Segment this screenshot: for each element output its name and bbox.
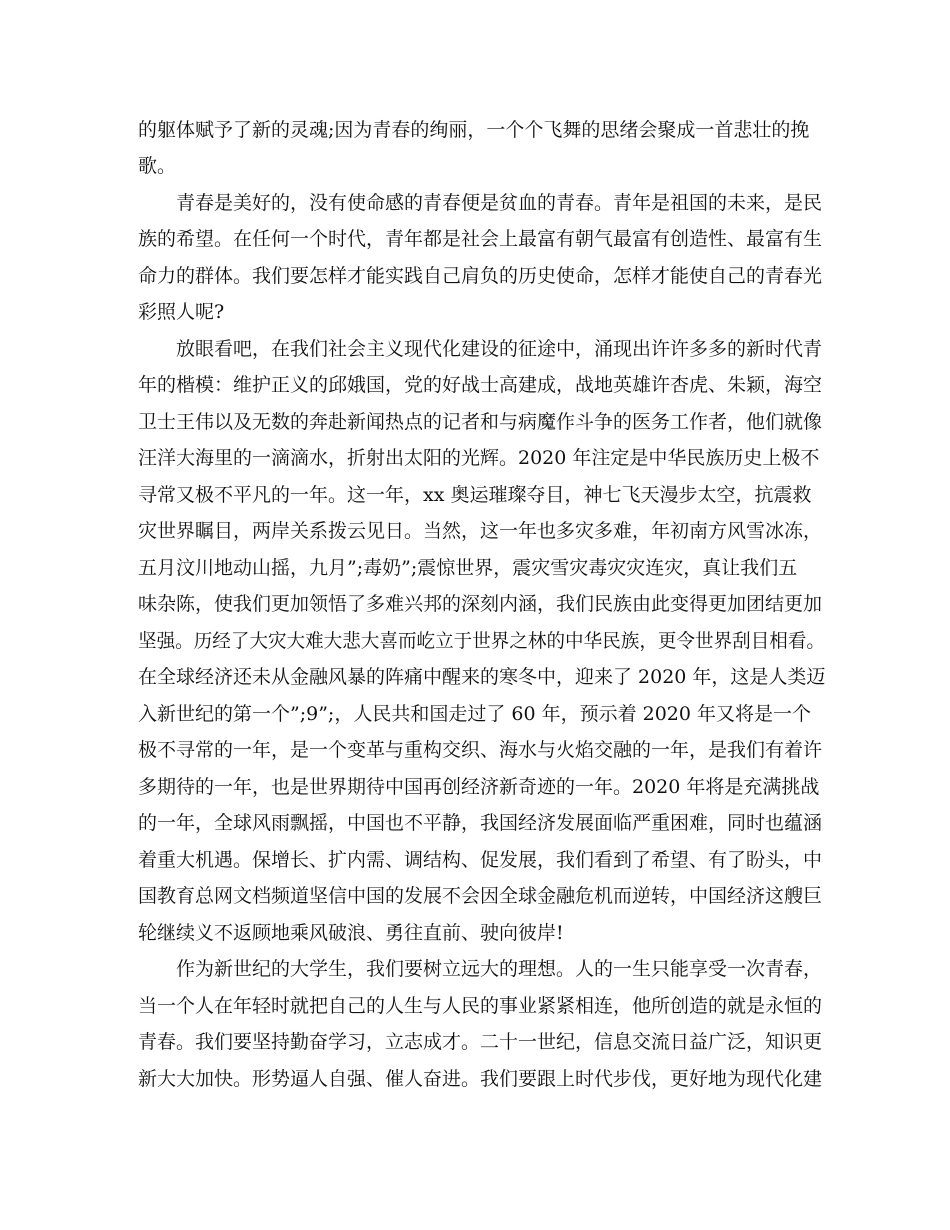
- text-line: 歌。: [138, 155, 177, 177]
- text-line: 新大大加快。形势逼人自强、催人奋进。我们要跟上时代步伐，更好地为现代化建: [138, 1068, 823, 1090]
- text-line: 坚强。历经了大灾大难大悲大喜而屹立于世界之林的中华民族，更令世界刮目相看。: [138, 630, 826, 652]
- text-line: 彩照人呢?: [138, 301, 225, 323]
- text-line: 命力的群体。我们要怎样才能实践自己肩负的历史使命，怎样才能使自己的青春光: [138, 265, 823, 287]
- text-line: 族的希望。在任何一个时代，青年都是社会上最富有朝气最富有创造性、最富有生: [138, 228, 823, 250]
- text-line: 国教育总网文档频道坚信中国的发展不会因全球金融危机而逆转，中国经济这艘巨: [138, 885, 823, 907]
- text-line: 着重大机遇。保增长、扩内需、调结构、促发展，我们看到了希望、有了盼头，中: [138, 849, 823, 871]
- text-line: 青春。我们要坚持勤奋学习，立志成才。二十一世纪，信息交流日益广泛，知识更: [138, 1031, 823, 1053]
- text-line: 汪洋大海里的一滴滴水，折射出太阳的光辉。2020 年注定是中华民族历史上极不: [138, 447, 820, 469]
- text-line: 在全球经济还未从金融风暴的阵痛中醒来的寒冬中，迎来了 2020 年，这是人类迈: [138, 666, 826, 688]
- text-line: 的一年，全球风雨飘摇，中国也不平静，我国经济发展面临严重困难，同时也蕴涵: [138, 812, 823, 834]
- text-line: 极不寻常的一年，是一个变革与重构交织、海水与火焰交融的一年，是我们有着许: [138, 739, 823, 761]
- text-line: 年的楷模：维护正义的邱娥国，党的好战士高建成，战地英雄许杏虎、朱颖，海空: [138, 374, 823, 396]
- text-line: 当一个人在年轻时就把自己的人生与人民的事业紧紧相连，他所创造的就是永恒的: [138, 995, 823, 1017]
- text-line: 多期待的一年，也是世界期待中国再创经济新奇迹的一年。2020 年将是充满挑战: [138, 776, 820, 798]
- paragraph-start-line: 放眼看吧，在我们社会主义现代化建设的征途中，涌现出许许多多的新时代青: [176, 338, 823, 360]
- text-line: 五月汶川地动山摇，九月”;毒奶”;震惊世界，震灾雪灾毒灾灾连灾，真让我们五: [138, 557, 798, 579]
- paragraph-start-line: 青春是美好的，没有使命感的青春便是贫血的青春。青年是祖国的未来，是民: [176, 192, 823, 214]
- text-line: 味杂陈，使我们更加领悟了多难兴邦的深刻内涵，我们民族由此变得更加团结更加: [138, 593, 823, 615]
- text-line: 轮继续义不返顾地乘风破浪、勇往直前、驶向彼岸!: [138, 922, 564, 944]
- text-line: 的躯体赋予了新的灵魂;因为青春的绚丽，一个个飞舞的思绪会聚成一首悲壮的挽: [138, 119, 810, 141]
- text-line: 卫士王伟以及无数的奔赴新闻热点的记者和与病魔作斗争的医务工作者，他们就像: [138, 411, 823, 433]
- text-line: 入新世纪的第一个”;9”;，人民共和国走过了 60 年，预示着 2020 年又将是一个: [138, 703, 812, 725]
- paragraph-start-line: 作为新世纪的大学生，我们要树立远大的理想。人的一生只能享受一次青春，: [176, 958, 823, 980]
- text-line: 寻常又极不平凡的一年。这一年，xx 奥运璀璨夺目，神七飞天漫步太空，抗震救: [138, 484, 812, 506]
- text-line: 灾世界瞩目，两岸关系拨云见日。当然，这一年也多灾多难，年初南方风雪冰冻，: [138, 520, 823, 542]
